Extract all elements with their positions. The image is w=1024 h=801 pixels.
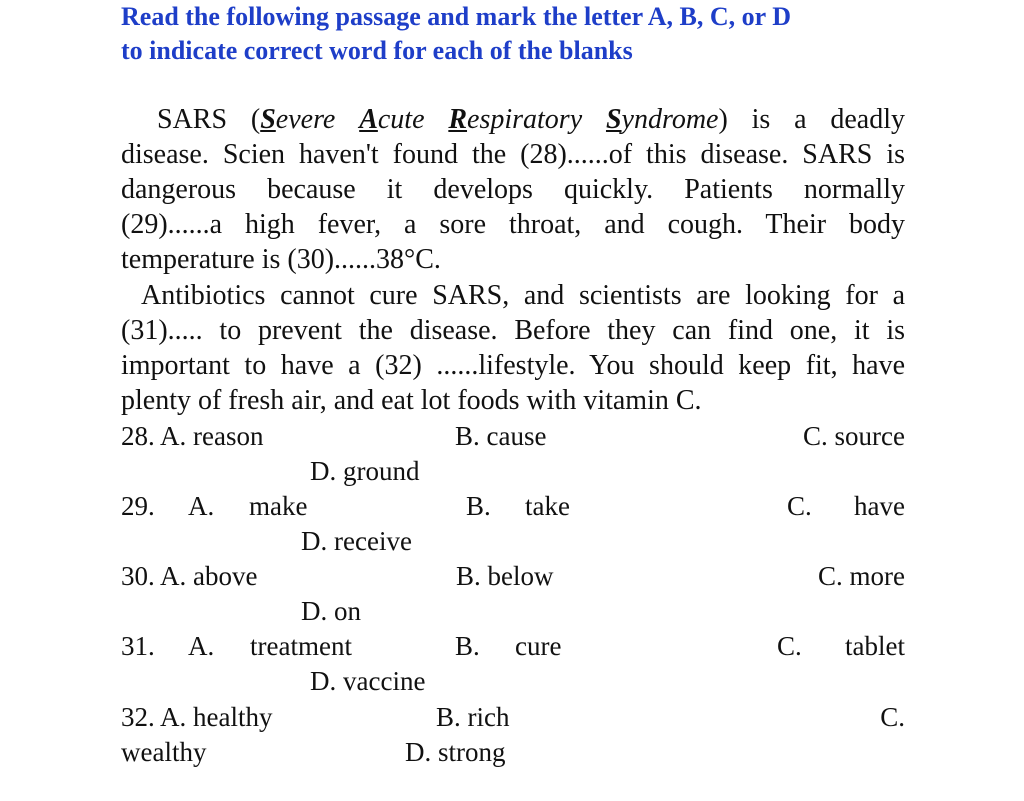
text-run: ) is a deadly [718, 104, 906, 135]
acronym-letter: S [260, 104, 276, 135]
passage-line: dangerous because it develops quickly. Patients normally [121, 174, 905, 205]
question-30-option-d: D. on [301, 596, 361, 626]
question-32-option-a: 32. A. healthy [121, 702, 273, 732]
question-31-option-d: D. vaccine [310, 666, 426, 696]
text-run: yndrome [621, 104, 719, 135]
acronym-letter: S [605, 104, 622, 135]
question-28-option-d: D. ground [310, 456, 420, 486]
question-30-option-c: C. more [818, 561, 905, 591]
text-run: evere [275, 104, 336, 135]
question-29-option-a: make [249, 491, 308, 521]
question-29-number: 29. [121, 491, 155, 521]
acronym-letter: R [448, 104, 468, 135]
question-32-option-c-letter: C. [880, 702, 905, 732]
question-28-option-a: 28. A. reason [121, 421, 264, 451]
acronym-word-severe [260, 104, 335, 135]
question-28-option-c: C. source [803, 421, 905, 451]
question-31-option-a-letter: A. [188, 631, 215, 661]
question-29-option-b-letter: B. [466, 491, 491, 521]
acronym-word-syndrome [606, 104, 719, 135]
passage-line: plenty of fresh air, and eat lot foods with vitamin C. [121, 385, 702, 416]
question-32-option-c: wealthy [121, 737, 207, 767]
acronym-letter: A [359, 104, 378, 135]
question-31-option-c-letter: C. [777, 631, 802, 661]
acronym-word-acute [359, 104, 424, 135]
passage-paragraph-2 [121, 278, 905, 418]
question-29-option-c: have [854, 491, 905, 521]
question-31-number: 31. [121, 631, 155, 661]
question-32-option-d: D. strong [405, 737, 506, 767]
question-30-option-b: B. below [456, 561, 554, 591]
question-31-option-a: treatment [250, 631, 352, 661]
passage-line: Antibiotics cannot cure SARS, and scientists are looking for a [141, 280, 905, 311]
question-30-option-a: 30. A. above [121, 561, 258, 591]
question-32-option-b: B. rich [436, 702, 510, 732]
question-29-option-b: take [525, 491, 570, 521]
passage-paragraph-1 [121, 102, 905, 277]
worksheet-page [121, 0, 905, 801]
passage-line: (31)..... to prevent the disease. Before they can find one, it is [121, 315, 905, 346]
passage-line: (29)......a high fever, a sore throat, and cough. Their body [121, 209, 905, 240]
passage-line: disease. Scien haven't found the (28)......of this disease. SARS is [121, 139, 905, 170]
instruction-line-1: Read the following passage and mark the letter A, B, C, or D [121, 2, 791, 31]
text-run: espiratory [467, 104, 583, 135]
question-31-option-b-letter: B. [455, 631, 480, 661]
question-28-option-b: B. cause [455, 421, 547, 451]
passage-line: important to have a (32) ......lifestyle. You should keep fit, have [121, 350, 905, 381]
question-29-option-a-letter: A. [188, 491, 215, 521]
text-run: cute [377, 104, 425, 135]
passage-line [121, 102, 905, 137]
instruction-line-2: to indicate correct word for each of the blanks [121, 36, 633, 65]
question-31-option-b: cure [515, 631, 562, 661]
instruction-heading [121, 0, 905, 68]
acronym-word-respiratory [448, 104, 582, 135]
question-29-option-c-letter: C. [787, 491, 812, 521]
passage-line: temperature is (30)......38°C. [121, 244, 441, 275]
question-29-option-d: D. receive [301, 526, 412, 556]
text-run: SARS ( [157, 104, 261, 135]
question-31-option-c: tablet [845, 631, 905, 661]
